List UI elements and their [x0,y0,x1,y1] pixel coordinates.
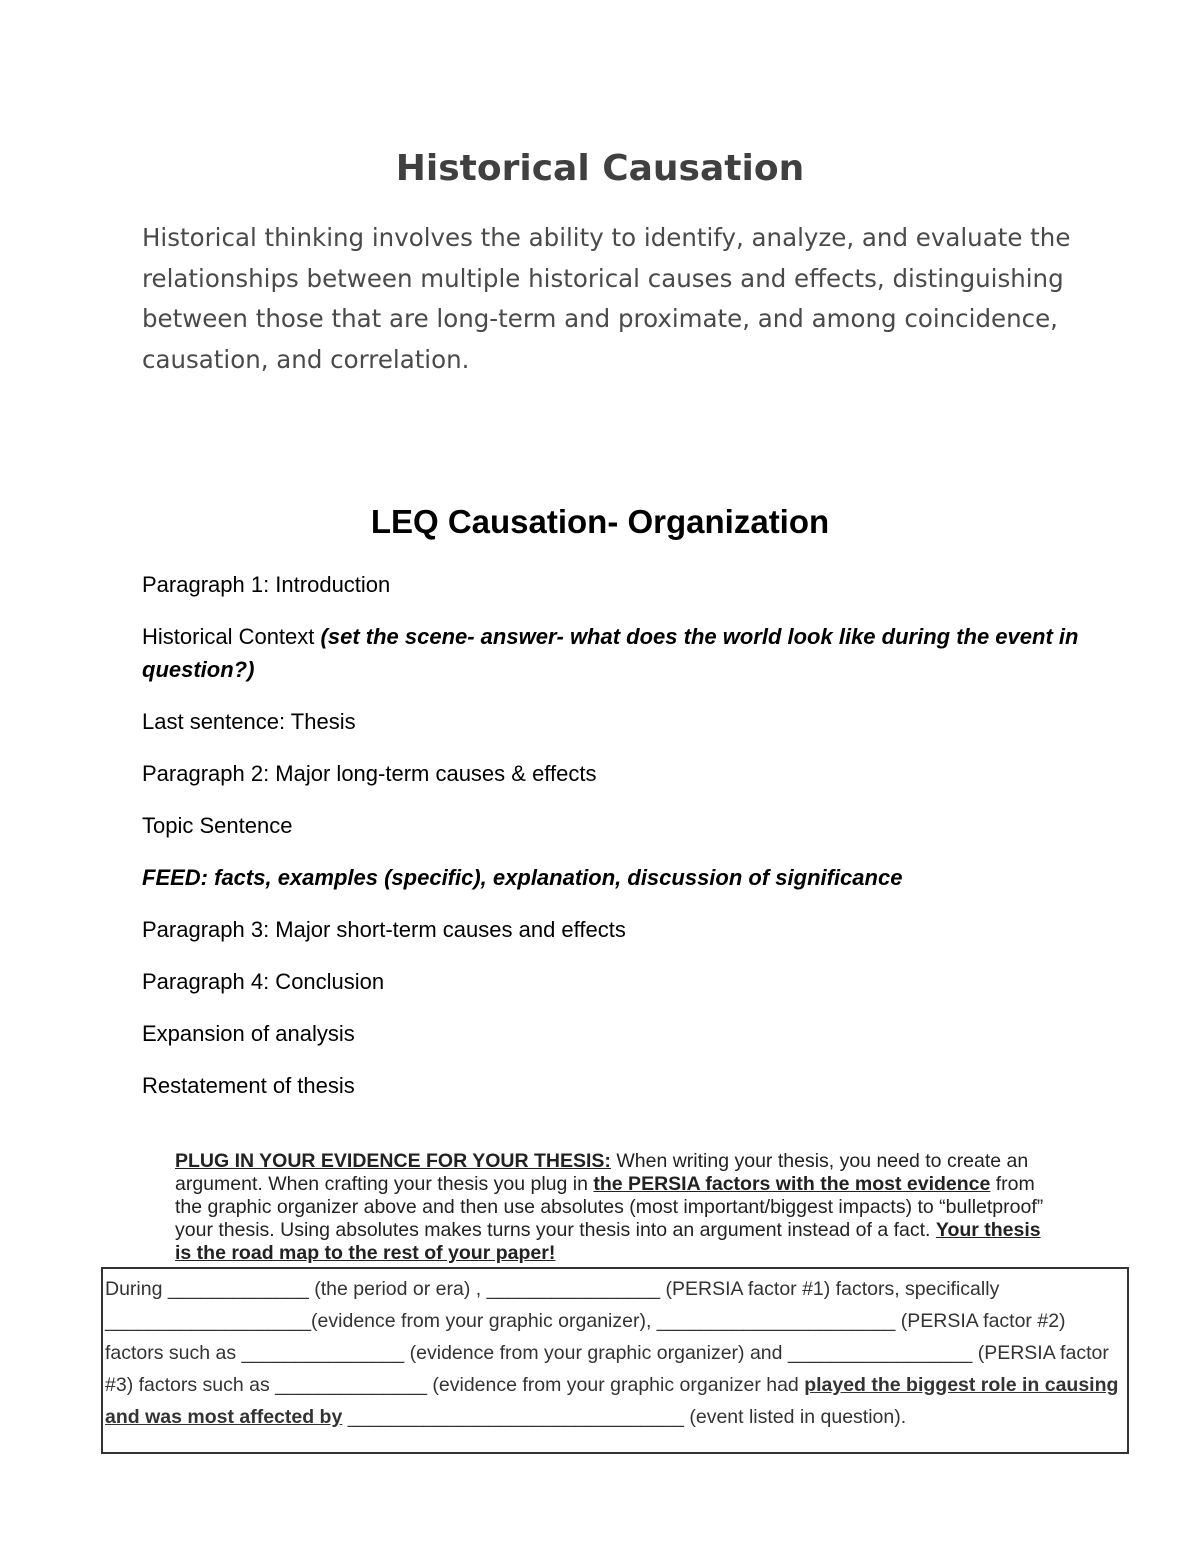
outline-item-restatement: Restatement of thesis [142,1073,355,1098]
context-note: (set the scene- answer- what does the world look like during the event in question?) [142,624,1079,682]
plug-heading: PLUG IN YOUR EVIDENCE FOR YOUR THESIS: [175,1150,611,1172]
plug-instructions [175,1150,1055,1265]
outline-item-p1: Paragraph 1: Introduction [142,572,391,597]
plug-text-1: When writing your thesis, you need to create an argument. When crafting your thesis you plug in [175,1150,1029,1195]
intro-paragraph: Historical thinking involves the ability to identify, analyze, and evaluate the relationships between multiple historical causes and effects, distinguishing between those that are long-term and proximate, and among coincidence, causation, and correlation. [142,223,1071,374]
plug-text-2: from the graphic organizer above and then use absolutes (most important/biggest impacts) to “bulletproof” your thesis. Using absolutes makes turns your thesis into an argument instead of a fact. [175,1173,1044,1241]
outline-item-p2: Paragraph 2: Major long-term causes & effects [142,761,597,786]
plug-emphasis-2: Your thesis is the road map to the rest of your paper! [175,1219,1041,1264]
outline-item-last-sentence: Last sentence: Thesis [142,709,356,734]
page-title: Historical Causation [395,148,805,189]
outline-item-context [142,620,1082,686]
thesis-template-text [105,1273,1123,1433]
essay-outline [142,568,1082,1121]
leq-heading: LEQ Causation- Organization [370,503,830,540]
outline-item-feed: FEED: facts, examples (specific), explanation, discussion of significance [142,865,903,890]
template-part-2: _______________________________ (event listed in question). [342,1406,907,1428]
template-part-1: During _____________ (the period or era) , ________________ (PERSIA factor #1) factors, specifically ___________________(evidence from your graphic organizer), ______________________ (PERSIA factor #2) factors such as _______________ (evidence from your graphic organizer) and _________________ (PERSIA factor #3) factors such as ______________ (evidence from your graphic organizer had [105,1278,1109,1396]
template-emphasis: played the biggest role in causing and was most affected by [105,1374,1119,1428]
outline-item-topic-sentence: Topic Sentence [142,813,293,838]
context-label: Historical Context [142,624,321,649]
outline-item-expansion: Expansion of analysis [142,1021,355,1046]
outline-item-p4: Paragraph 4: Conclusion [142,969,385,994]
plug-emphasis-1: the PERSIA factors with the most evidence [593,1173,991,1195]
outline-item-p3: Paragraph 3: Major short-term causes and effects [142,917,626,942]
thesis-template-box [101,1267,1129,1454]
